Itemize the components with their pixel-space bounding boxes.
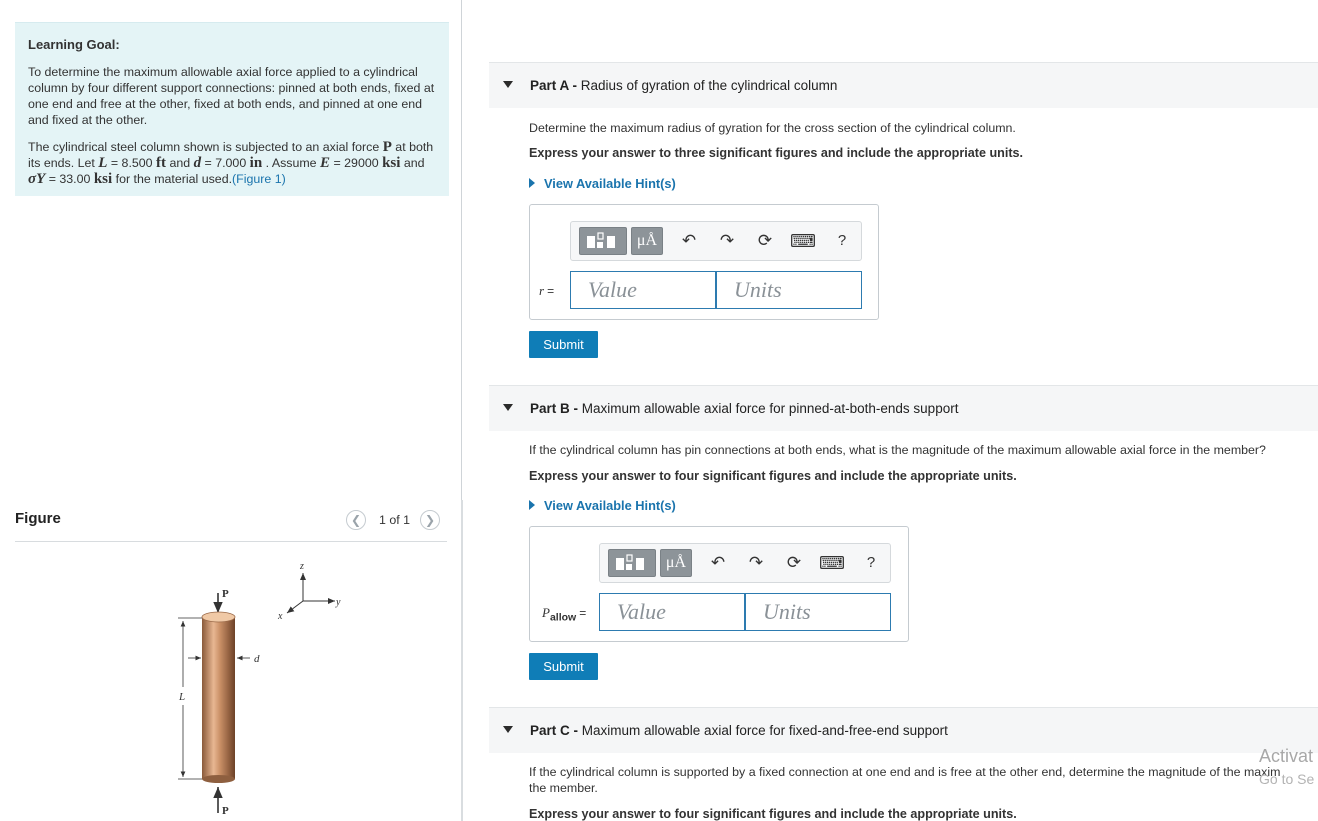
text-fragment: The cylindrical steel column shown is subjected to an axial force <box>28 140 383 154</box>
diameter-label: d <box>254 653 260 665</box>
figure-link[interactable]: (Figure 1) <box>232 172 286 186</box>
part-b-instruction: Express your answer to four significant figures and include the appropriate units. <box>529 469 1017 483</box>
z-axis-label: z <box>300 561 304 572</box>
value-input[interactable]: Value <box>599 593 745 631</box>
units-input[interactable]: Units <box>716 271 862 309</box>
unit-ft: ft <box>156 155 167 171</box>
part-a-instruction: Express your answer to three significant figures and include the appropriate units. <box>529 146 1024 160</box>
template-button[interactable] <box>608 549 656 577</box>
part-a-submit-button[interactable]: Submit <box>529 331 598 358</box>
part-b-title: Part B - Maximum allowable axial force for pinned-at-both-ends support <box>530 401 959 416</box>
axes-triad <box>277 561 341 622</box>
value-input[interactable]: Value <box>570 271 716 309</box>
math-toolbar <box>599 543 891 583</box>
reset-icon[interactable]: ⟳ <box>786 553 802 572</box>
figure-divider <box>15 541 447 542</box>
math-toolbar <box>570 221 862 261</box>
variable-symbol: P <box>542 605 550 620</box>
learning-goal-title: Learning Goal: <box>28 37 120 52</box>
part-a-hint-link[interactable] <box>529 176 676 191</box>
units-button[interactable]: μÅ <box>660 549 692 577</box>
part-c-header[interactable] <box>489 707 1318 753</box>
variable-label <box>539 283 554 299</box>
symbol-E: E <box>320 155 331 171</box>
collapse-triangle-icon[interactable] <box>503 726 513 733</box>
text-fragment: = 33.00 <box>45 172 94 186</box>
next-figure-button[interactable] <box>420 510 440 530</box>
collapse-triangle-icon[interactable] <box>503 404 513 411</box>
keyboard-icon[interactable]: ⌨ <box>790 231 816 251</box>
template-button[interactable] <box>579 227 627 255</box>
chevron-left-icon: ❮ <box>350 513 362 527</box>
text-fragment: and <box>166 156 194 170</box>
prev-figure-button[interactable] <box>346 510 366 530</box>
template-icon <box>609 550 655 576</box>
text-fragment: . Assume <box>262 156 321 170</box>
part-b-label: Part B <box>530 401 570 416</box>
part-b-title-text: Maximum allowable axial force for pinned-at-both-ends support <box>581 401 959 416</box>
y-axis-label: y <box>336 597 341 608</box>
part-b-submit-button[interactable]: Submit <box>529 653 598 680</box>
undo-icon[interactable]: ↶ <box>681 231 697 250</box>
text-fragment: at both its ends. Let <box>28 140 434 170</box>
figure-counter: 1 of 1 <box>379 513 411 527</box>
figure-heading: Figure <box>15 510 61 527</box>
template-icon <box>580 228 626 254</box>
part-c-instruction: Express your answer to four significant figures and include the appropriate units. <box>529 807 1017 821</box>
redo-icon[interactable]: ↷ <box>719 231 735 250</box>
symbol-d: d <box>193 155 202 171</box>
undo-icon[interactable]: ↶ <box>710 553 726 572</box>
part-a-question: Determine the maximum radius of gyration for the cross section of the cylindrical column. <box>529 121 1016 135</box>
activation-watermark: Activat <box>1259 746 1314 766</box>
part-a-title: Part A - Radius of gyration of the cylindrical column <box>530 78 838 93</box>
bottom-load-label: P <box>222 805 229 817</box>
part-b-answer-box <box>529 526 909 642</box>
variable-label <box>542 605 586 624</box>
part-a-header[interactable] <box>489 62 1318 108</box>
text-fragment: = 8.500 <box>107 156 157 170</box>
symbol-sigma-y: σY <box>28 171 46 187</box>
help-icon[interactable]: ? <box>837 232 847 249</box>
figure-pager <box>346 510 440 530</box>
part-c-label: Part C <box>530 723 570 738</box>
hint-label: View Available Hint(s) <box>544 176 676 191</box>
column-figure[interactable] <box>150 555 380 820</box>
part-c-question-line1: If the cylindrical column is supported by a fixed connection at one end and is free at the other end, determine the magnitude of the maxim <box>529 765 1281 779</box>
units-input[interactable]: Units <box>745 593 891 631</box>
part-c-title: Part C - Maximum allowable axial force for fixed-and-free-end support <box>530 723 948 738</box>
unit-ksi: ksi <box>93 171 113 187</box>
x-axis-label: x <box>278 611 283 622</box>
learning-goal-box <box>15 22 449 196</box>
text-fragment: for the material used. <box>112 172 233 186</box>
text-fragment: and <box>400 156 425 170</box>
symbol-P: P <box>382 139 392 155</box>
equals-sign: = <box>579 606 587 620</box>
reset-icon[interactable]: ⟳ <box>757 231 773 250</box>
symbol-L: L <box>98 155 108 171</box>
collapse-triangle-icon[interactable] <box>503 81 513 88</box>
variable-subscript: allow <box>549 611 577 624</box>
redo-icon[interactable]: ↷ <box>748 553 764 572</box>
unit-in: in <box>249 155 263 171</box>
hint-label: View Available Hint(s) <box>544 498 676 513</box>
activation-watermark-sub: Go to Se <box>1259 771 1315 787</box>
part-b-question: If the cylindrical column has pin connections at both ends, what is the magnitude of the maximum allowable axial force in the member? <box>529 443 1266 457</box>
part-a-title-text: Radius of gyration of the cylindrical column <box>580 78 838 93</box>
help-icon[interactable]: ? <box>866 554 876 571</box>
variable-symbol: r <box>539 283 545 298</box>
length-dimension <box>178 618 202 779</box>
top-load-label: P <box>222 588 229 600</box>
part-b-hint-link[interactable] <box>529 498 676 513</box>
caret-right-icon <box>529 178 535 188</box>
part-b-header[interactable] <box>489 385 1318 431</box>
cylinder <box>202 612 235 783</box>
part-c-question-line2: the member. <box>529 781 598 795</box>
column-divider-lower <box>461 500 463 821</box>
chevron-right-icon: ❯ <box>424 513 436 527</box>
learning-goal-text: To determine the maximum allowable axial force applied to a cylindrical column by four different support connections: pinned at both ends, fixed at one end and free at the other, fixed at both ends, and pinned at one end and fixed at the other. <box>28 65 435 127</box>
part-a-answer-box <box>529 204 879 320</box>
length-label: L <box>179 691 186 703</box>
keyboard-icon[interactable]: ⌨ <box>819 553 845 573</box>
part-c-title-text: Maximum allowable axial force for fixed-and-free-end support <box>581 723 948 738</box>
units-button[interactable]: μÅ <box>631 227 663 255</box>
equals-sign: = <box>547 284 555 298</box>
unit-ksi: ksi <box>382 155 401 171</box>
part-a-label: Part A <box>530 78 569 93</box>
problem-statement <box>28 139 437 187</box>
caret-right-icon <box>529 500 535 510</box>
text-fragment: = 29000 <box>330 156 383 170</box>
text-fragment: = 7.000 <box>201 156 250 170</box>
